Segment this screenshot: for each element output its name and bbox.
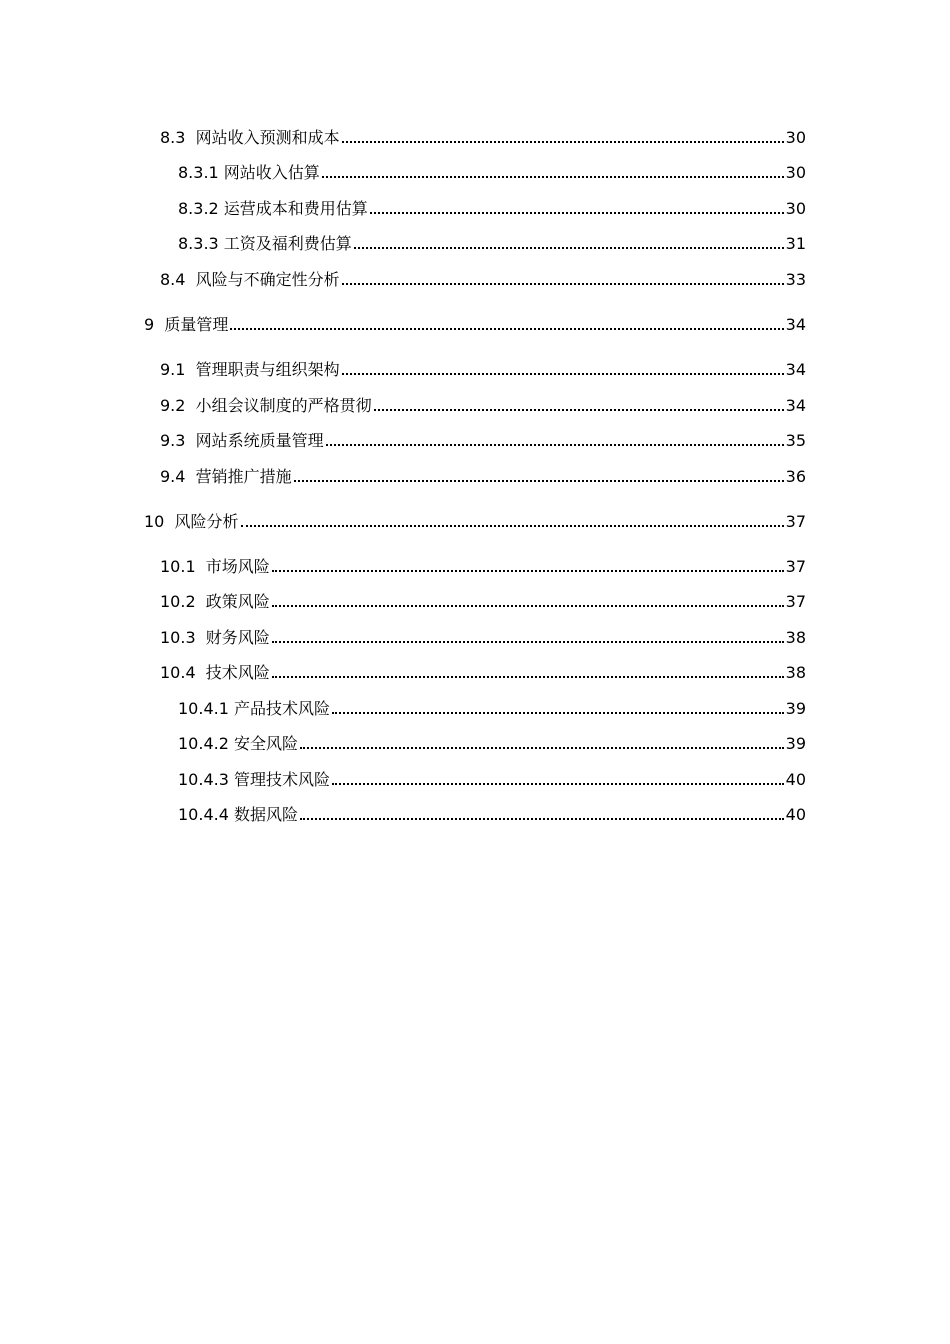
toc-entry-page: 33 [785,270,806,289]
toc-entry-page: 37 [785,557,806,576]
toc-entry-page: 30 [785,163,806,182]
toc-entry-9-1[interactable] [160,354,806,380]
toc-entry-title: 10.2 政策风险 [160,592,270,611]
toc-entry-page: 34 [785,315,806,334]
toc-entry-page: 39 [785,734,806,753]
toc-entry-10-4-3[interactable] [178,764,806,790]
toc-entry-title: 10 风险分析 [144,512,239,531]
toc-entry-title: 工资及福利费估算 [223,234,352,253]
toc-entry-8-3-1[interactable] [178,157,806,183]
toc-entry-title: 运营成本和费用估算 [223,199,368,218]
toc-entry-title: 9.2 小组会议制度的严格贯彻 [160,396,372,415]
dot-leader [272,676,784,678]
dot-leader [354,247,784,249]
toc-entry-page: 31 [785,234,806,253]
toc-entry-number: 8.3.3 [178,234,224,253]
dot-leader [332,712,784,714]
dot-leader [300,818,784,820]
toc-entry-title: 10.1 市场风险 [160,557,270,576]
dot-leader [241,525,784,527]
dot-leader [272,570,784,572]
toc-entry-8-3-3[interactable] [178,228,806,254]
toc-entry-page: 39 [785,699,806,718]
toc-entry-number: 10.4.1 [178,699,234,718]
dot-leader [342,373,784,375]
toc-entry-page: 38 [785,663,806,682]
dot-leader [322,176,784,178]
toc-entry-page: 37 [785,592,806,611]
toc-entry-page: 34 [785,360,806,379]
toc-entry-title: 8.4 风险与不确定性分析 [160,270,340,289]
toc-entry-title: 8.3 网站收入预测和成本 [160,128,340,147]
toc-entry-page: 37 [785,512,806,531]
toc-entry-title: 9.3 网站系统质量管理 [160,431,324,450]
toc-entry-10[interactable] [144,506,806,532]
dot-leader [272,641,784,643]
toc-entry-10-3[interactable] [160,622,806,648]
toc-entry-page: 30 [785,128,806,147]
toc-entry-8-3[interactable] [160,122,806,148]
toc-entry-10-1[interactable] [160,551,806,577]
toc-entry-title: 9.4 营销推广措施 [160,467,292,486]
toc-entry-page: 34 [785,396,806,415]
dot-leader [294,480,784,482]
dot-leader [326,444,784,446]
toc-entry-number: 10.4.2 [178,734,234,753]
toc-entry-page: 40 [785,770,806,789]
toc-entry-number: 8.3.1 [178,163,224,182]
dot-leader [332,783,784,785]
toc-entry-page: 40 [785,805,806,824]
toc-entry-title: 网站收入估算 [223,163,320,182]
toc-entry-page: 36 [785,467,806,486]
toc-entry-page: 35 [785,431,806,450]
toc-entry-number: 10.4.4 [178,805,234,824]
toc-entry-title: 安全风险 [233,734,298,753]
toc-entry-10-4-2[interactable] [178,728,806,754]
toc-entry-10-4[interactable] [160,657,806,683]
toc-entry-8-3-2[interactable] [178,193,806,219]
toc-entry-title: 9.1 管理职责与组织架构 [160,360,340,379]
dot-leader [272,605,784,607]
toc-entry-number: 8.3.2 [178,199,224,218]
toc-entry-title: 10.4 技术风险 [160,663,270,682]
dot-leader [370,212,784,214]
toc-entry-title: 数据风险 [233,805,298,824]
dot-leader [342,141,784,143]
dot-leader [230,328,783,330]
toc-entry-10-4-1[interactable] [178,693,806,719]
toc-entry-number: 10.4.3 [178,770,234,789]
toc-entry-9-4[interactable] [160,461,806,487]
dot-leader [374,409,784,411]
toc-entry-page: 38 [785,628,806,647]
toc-entry-title: 10.3 财务风险 [160,628,270,647]
toc-entry-page: 30 [785,199,806,218]
dot-leader [342,283,784,285]
toc-entry-title: 管理技术风险 [233,770,330,789]
toc-entry-9-2[interactable] [160,390,806,416]
toc-entry-9-3[interactable] [160,425,806,451]
toc-entry-9[interactable] [144,309,806,335]
toc-entry-10-2[interactable] [160,586,806,612]
dot-leader [300,747,784,749]
toc-entry-8-4[interactable] [160,264,806,290]
toc-entry-10-4-4[interactable] [178,799,806,825]
toc-entry-title: 产品技术风险 [233,699,330,718]
toc-entry-title: 9 质量管理 [144,315,229,334]
